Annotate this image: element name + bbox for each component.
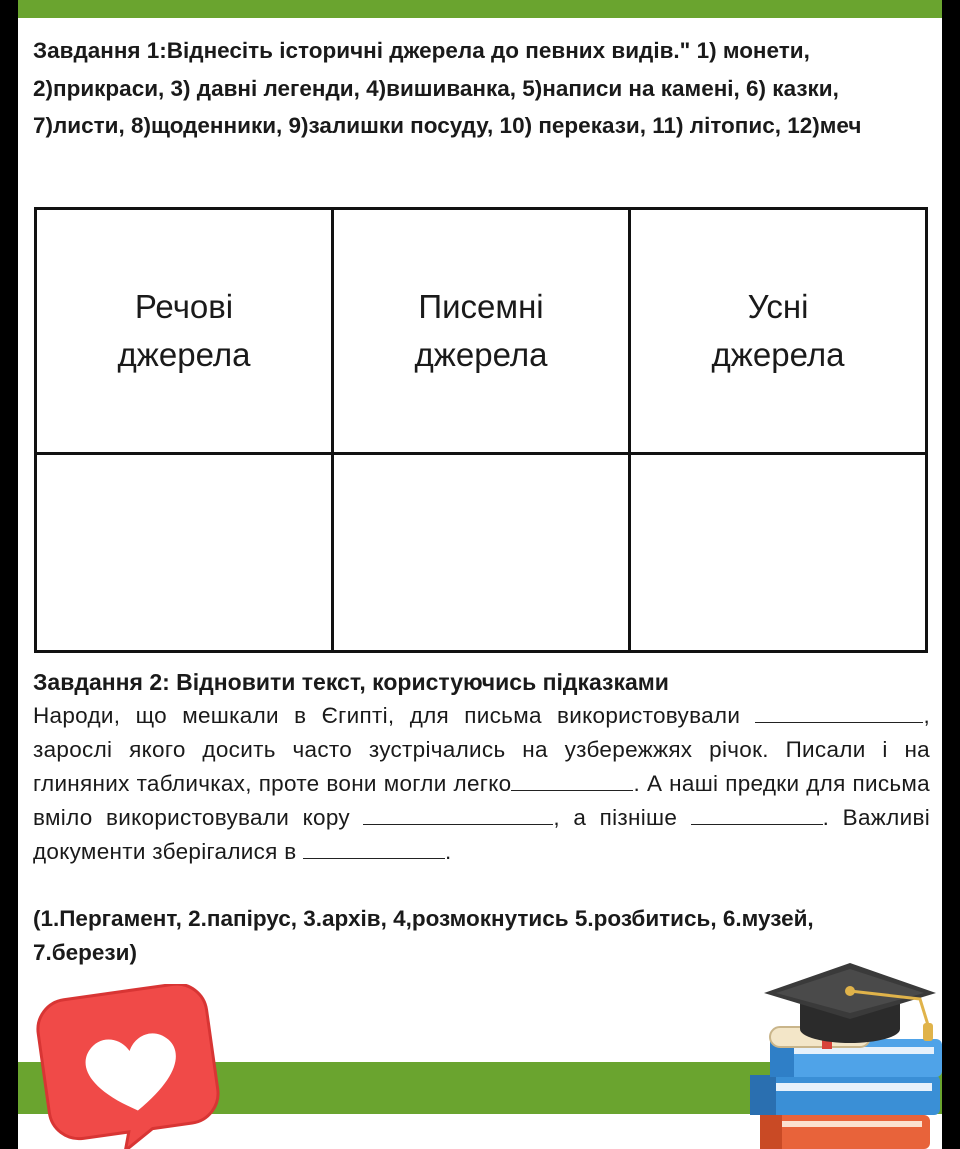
left-frame-edge (0, 0, 18, 1149)
table-header-row (36, 209, 927, 454)
text-segment: . А наші предки для письма вміло використовували кору (33, 771, 930, 830)
answer-cell-oral[interactable] (630, 454, 927, 652)
text-segment: Народи, що мешкали в Єгипті, для письма використовували (33, 703, 756, 728)
text-segment: , а пізніше (553, 805, 691, 830)
text-segment: . Важливі документи зберігалися в (33, 805, 930, 864)
header-line: Усні (747, 288, 809, 325)
heart-icon (14, 984, 234, 1149)
answer-blank-4[interactable] (691, 802, 823, 825)
header-oral-sources (630, 209, 927, 454)
answer-blank-3[interactable] (363, 802, 553, 825)
text-segment: , зарослі якого досить часто зустрічались на узбережжях річок. Писали і на глиняних табличках, проте вони могли легко (33, 703, 930, 796)
task2-title: Завдання 2: Відновити текст, користуючись підказками (33, 669, 669, 695)
text-segment: . (445, 839, 452, 864)
answer-blank-5[interactable] (303, 836, 445, 859)
table-answer-row (36, 454, 927, 652)
task2-fill-in-text (33, 699, 930, 869)
sources-table (34, 207, 928, 653)
header-material-sources (36, 209, 333, 454)
header-line: Речові (134, 288, 234, 325)
answer-cell-material[interactable] (36, 454, 333, 652)
top-green-bar (18, 0, 942, 18)
header-line: джерела (117, 336, 251, 373)
header-line: джерела (414, 336, 548, 373)
graduation-cap-books-icon (740, 955, 950, 1149)
header-line: джерела (711, 336, 845, 373)
answer-blank-2[interactable] (511, 768, 633, 791)
answer-cell-written[interactable] (333, 454, 630, 652)
task1-title: Завдання 1:Віднесіть історичні джерела до певних видів." 1) монети, 2)прикраси, 3) давні легенди, 4)вишиванка, 5)написи на камені, 6) казки, 7)листи, 8)щоденники, 9)залишки посуду, 10) перекази, 11) літопис, 12)меч (33, 38, 862, 138)
header-line: Писемні (418, 288, 544, 325)
task2-hints: (1.Пергамент, 2.папірус, 3.архів, 4,розмокнутись 5.розбитись, 6.музей, 7.берези) (33, 906, 814, 965)
answer-blank-1[interactable] (755, 700, 923, 723)
header-written-sources (333, 209, 630, 454)
